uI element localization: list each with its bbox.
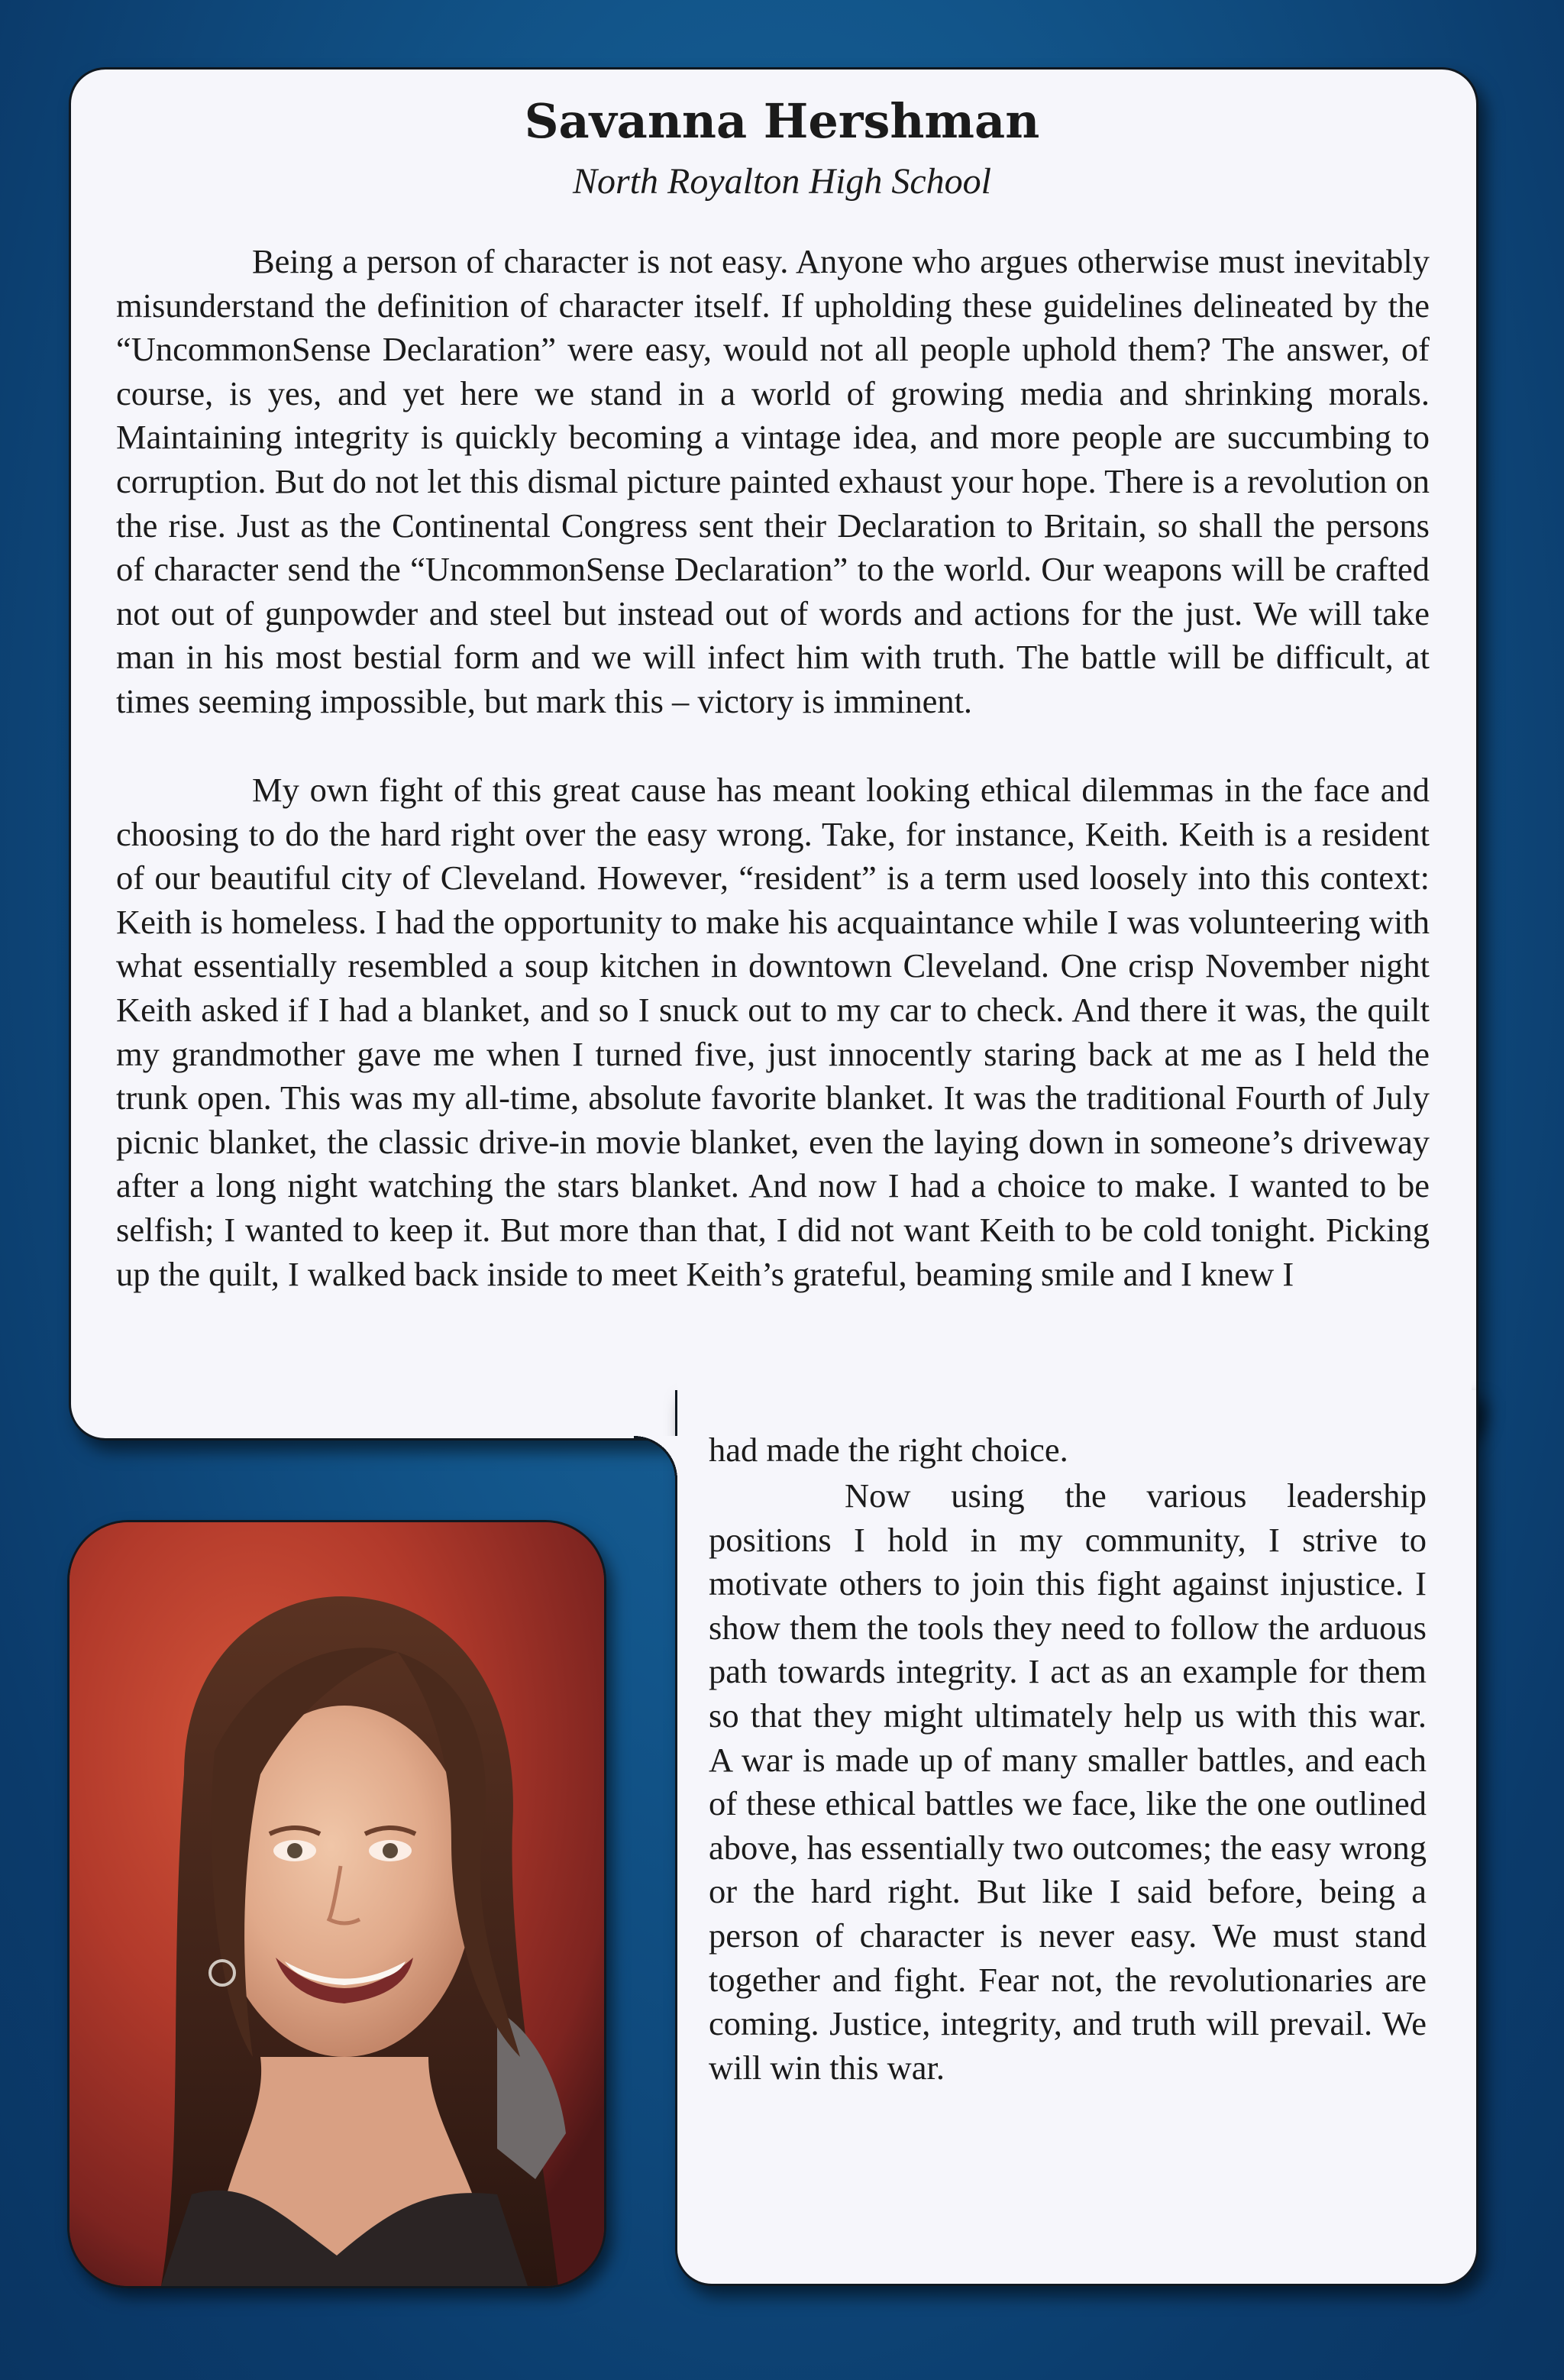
essay-paragraph-2-end: had made the right choice. (709, 1431, 1068, 1469)
essay-paragraph-3: Now using the various leadership positions I hold in my community, I strive to motivate others to join this fight against injustice. I show them the tools they need to follow the arduous path towards integrity. I act as an example for them so that they might ultimately help us with this war. A war is made up of many smaller battles, and each of these ethical battles we face, like the one outlined above, has essentially two outcomes; the easy wrong or the hard right. But like I said before, being a person of character is never easy. We must stand together and fight. Fear not, the revolutionaries are coming. Justice, integrity, and truth will prevail. We will win this war. (709, 1476, 1427, 2087)
essay-paragraph-2 (116, 768, 1430, 1296)
portrait-illustration (69, 1522, 604, 2286)
school-name: North Royalton High School (573, 161, 991, 202)
card-notch (634, 1436, 677, 1479)
student-name: Savanna Hershman (524, 93, 1040, 149)
essay-paragraph-1: Being a person of character is not easy. Anyone who argues otherwise must inevitably misunderstand the definition of character itself. If upholding these guidelines delineated by the “UncommonSense Declaration” were easy, would not all people uphold them? The answer, of course, is yes, and yet here we stand in a world of growing media and shrinking morals. Maintaining integrity is quickly becoming a vintage idea, and more people are succumbing to corruption. But do not let this dismal picture painted exhaust your hope. There is a revolution on the rise. Just as the Continental Congress sent their Declaration to Britain, so shall the persons of character send the “UncommonSense Declaration” to the world. Our weapons will be crafted not out of gunpowder and steel but instead out of words and actions for the just. We will take man in his most bestial form and we will infect him with truth. The battle will be difficult, at times seeming impossible, but mark this – victory is imminent. (116, 242, 1430, 720)
student-portrait-photo (67, 1520, 606, 2288)
essay-paragraph-2-text: My own fight of this great cause has meant looking ethical dilemmas in the face and choosing to do the hard right over the easy wrong. Take, for instance, Keith. Keith is a resident of our beautiful city of Cleveland. However, “resident” is a term used loosely into this context: Keith is homeless. I had the opportunity to make his acquaintance while I was volunteering with what essentially resembled a soup kitchen in downtown Cleveland. One crisp November night Keith asked if I had a blanket, and so I snuck out to my car to check. And there it was, the quilt my grandmother gave me when I turned five, just innocently staring back at me as I held the trunk open. This was my all-time, absolute favorite blanket. It was the traditional Fourth of July picnic blanket, the classic drive-in movie blanket, even the laying down in someone’s driveway after a long night watching the stars blanket. And now I had a choice to make. I wanted to be selfish; I wanted to keep it. But more than that, I did not want Keith to be cold tonight. Picking up the quilt, I walked back inside to meet Keith’s grateful, beaming smile and I knew I (116, 771, 1430, 1293)
